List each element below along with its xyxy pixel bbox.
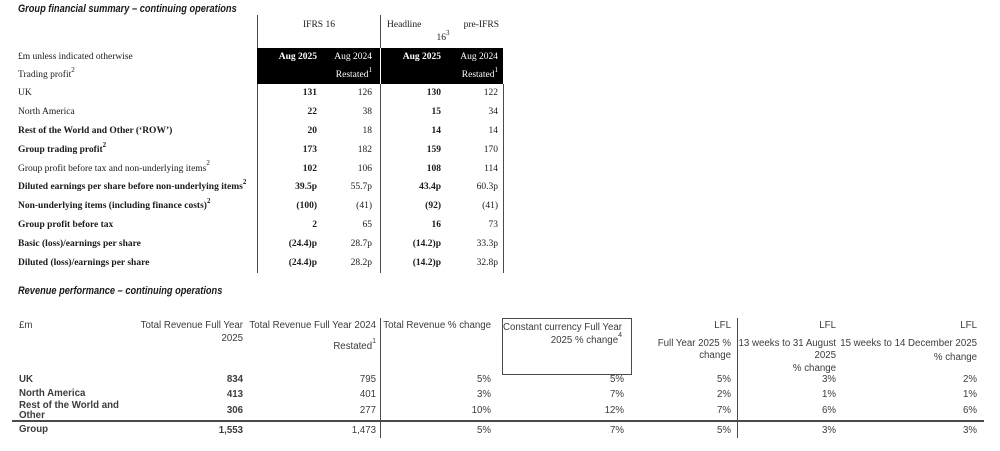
cell: 20: [307, 125, 317, 136]
cell: 1%: [962, 388, 977, 400]
cell: 33.3p: [476, 239, 498, 250]
cell: 2%: [716, 388, 731, 400]
row-group-profit-before-tax-and-non-underlying: [0, 160, 503, 179]
row-diluted-eps-before-non-underlying: [0, 178, 503, 197]
row-label: Non-underlying items (including finance costs)$^2$: [18, 197, 211, 212]
cell: 10%: [471, 405, 491, 416]
cell: 3%: [821, 424, 836, 436]
cell: 22: [307, 106, 317, 117]
row-non-underlying-items: [0, 197, 503, 216]
table1-header-band: [257, 48, 503, 84]
row-north-america: [0, 103, 503, 122]
cell: 32.8p: [476, 258, 498, 269]
table1-body: [0, 84, 503, 273]
cell: 413: [226, 388, 243, 400]
cell: 7%: [716, 405, 731, 416]
cell: 12%: [604, 405, 624, 416]
cell: 16: [431, 220, 441, 231]
row-group-trading-profit: [0, 141, 503, 160]
row-basic-eps: [0, 235, 503, 254]
cell: 6%: [962, 405, 977, 416]
cell: 7%: [609, 388, 624, 400]
row-uk: [0, 84, 503, 103]
cell: 2%: [962, 374, 977, 385]
table1-vline-right: [503, 84, 504, 273]
cell: 126: [357, 88, 372, 98]
cell: 5%: [716, 424, 731, 436]
spacer-cell: [374, 66, 441, 84]
cell: 5%: [716, 374, 731, 385]
cell: 159: [426, 144, 441, 155]
row-diluted-eps: [0, 254, 503, 273]
constant-currency-header-box: [502, 318, 632, 375]
col-header-aug2024-headline: Aug 2024: [460, 52, 498, 62]
table2-title: Revenue performance – continuing operations: [18, 285, 223, 297]
cell: 65: [362, 220, 372, 231]
row-label: UK: [18, 88, 32, 98]
cell: 1,473: [351, 424, 376, 436]
cell: 18: [362, 125, 372, 136]
row-label: Group: [19, 424, 49, 435]
cell: 6%: [821, 405, 836, 416]
header-constant-currency-pct-change: Constant currency Full Year 2025 % change$^4$: [502, 322, 622, 346]
row-label: Group profit before tax and non-underlying items$^2$: [18, 159, 210, 174]
col-header-aug2024-ifrs16: Aug 2024: [334, 52, 372, 62]
header-total-revenue-fy2025: Total Revenue Full Year 2025: [140, 320, 243, 344]
column-group-ifrs16: IFRS 16: [303, 20, 335, 30]
cell: 1,553: [218, 424, 243, 436]
row-label: Basic (loss)/earnings per share: [18, 239, 141, 250]
cell: 55.7p: [350, 182, 372, 193]
column-group-headline-pre-ifrs16: [387, 19, 499, 45]
spacer-cell: [257, 66, 317, 84]
cell: 108: [426, 163, 441, 174]
row-group-profit-before-tax: [0, 216, 503, 235]
cell: 15: [431, 106, 441, 117]
cell: 5%: [609, 374, 624, 385]
cell: 122: [483, 88, 498, 98]
cell: 306: [226, 405, 243, 416]
header-total-revenue-fy2024-restated: Total Revenue Full Year 2024 Restated$^1$: [249, 320, 376, 352]
cell: 3%: [476, 388, 491, 400]
cell: 106: [357, 163, 372, 174]
cell: 102: [302, 163, 317, 174]
superscript: 1: [372, 338, 376, 346]
cell: 14: [488, 125, 498, 136]
cell: 173: [302, 144, 317, 155]
cell: (41): [356, 201, 372, 212]
row-rest-of-world: [0, 401, 1000, 420]
table1-title: Group financial summary – continuing operations: [18, 3, 237, 15]
superscript: 1: [368, 65, 372, 74]
headline-line1: [387, 19, 499, 32]
cell: 28.7p: [350, 239, 372, 250]
cell: 34: [488, 106, 498, 117]
cell: 170: [483, 144, 498, 155]
cell: 131: [302, 88, 317, 98]
cell: 3%: [821, 374, 836, 385]
row-label: North America: [18, 106, 75, 117]
col-header-aug2025-ifrs16: Aug 2025: [278, 52, 317, 62]
row-label: Rest of the World and Other (‘ROW’): [18, 125, 173, 136]
row-label: Rest of the World and Other: [19, 399, 119, 421]
cell: (14.2)p: [412, 258, 441, 269]
superscript: 2: [71, 65, 75, 74]
cell: 7%: [609, 424, 624, 436]
headline-line2: $16^3$: [436, 28, 450, 43]
cell: 3%: [962, 424, 977, 436]
table1-trading-profit-label: Trading profit$^2$: [18, 65, 75, 80]
row-uk: [0, 372, 1000, 387]
header-lfl-15-weeks: LFL 15 weeks to 14 December 2025 % change: [840, 320, 977, 363]
header-lfl-full-year: LFL Full Year 2025 % change: [657, 320, 731, 361]
row-label: Diluted earnings per share before non-underlying items$^2$: [18, 178, 247, 193]
cell: (92): [425, 201, 441, 212]
cell: 28.2p: [350, 258, 372, 269]
cell: 277: [359, 405, 376, 416]
cell: 182: [357, 144, 372, 155]
cell: 60.3p: [476, 182, 498, 193]
row-label: Group profit before tax: [18, 220, 114, 231]
cell: 5%: [476, 374, 491, 385]
cell: 39.5p: [295, 182, 317, 193]
pre-ifrs-word: pre-IFRS: [463, 20, 499, 30]
row-label: Group trading profit$^2$: [18, 140, 107, 155]
row-label: UK: [19, 373, 33, 385]
cell: 14: [431, 125, 441, 136]
row-label: Diluted (loss)/earnings per share: [18, 258, 150, 269]
header-total-revenue-pct-change: Total Revenue % change: [383, 320, 491, 331]
col-subheader-restated-headline: Restated$^1$: [461, 65, 498, 80]
cell: 114: [484, 163, 498, 174]
table2-body: [0, 372, 1000, 438]
superscript: 4: [618, 332, 622, 340]
cell: 834: [226, 374, 243, 385]
col-header-aug2025-headline: Aug 2025: [402, 52, 441, 62]
cell: 5%: [476, 424, 491, 436]
cell: 38: [362, 106, 372, 117]
table2-unit-header: £m: [19, 320, 33, 331]
cell: (41): [482, 201, 498, 212]
header-lfl-13-weeks: LFL 13 weeks to 31 August 2025 % change: [738, 320, 836, 374]
cell: (14.2)p: [412, 239, 441, 250]
headline-word: Headline: [387, 20, 422, 30]
band-divider-line: [380, 48, 381, 84]
cell: 401: [359, 388, 376, 400]
cell: 795: [359, 374, 376, 385]
superscript: 1: [494, 65, 498, 74]
cell: (100): [296, 201, 317, 212]
cell: (24.4)p: [288, 258, 317, 269]
cell: 2: [312, 220, 317, 231]
cell: 1%: [821, 388, 836, 400]
table1-unit-label: £m unless indicated otherwise: [18, 52, 133, 62]
row-north-america: [0, 387, 1000, 401]
row-group: [0, 422, 1000, 438]
superscript: 3: [446, 28, 450, 37]
cell: 130: [426, 88, 441, 98]
cell: 43.4p: [419, 182, 441, 193]
cell: (24.4)p: [288, 239, 317, 250]
row-rest-of-world: [0, 122, 503, 141]
cell: 73: [488, 220, 498, 231]
row-label: North America: [19, 388, 86, 399]
col-subheader-restated-ifrs16: Restated$^1$: [335, 65, 372, 80]
